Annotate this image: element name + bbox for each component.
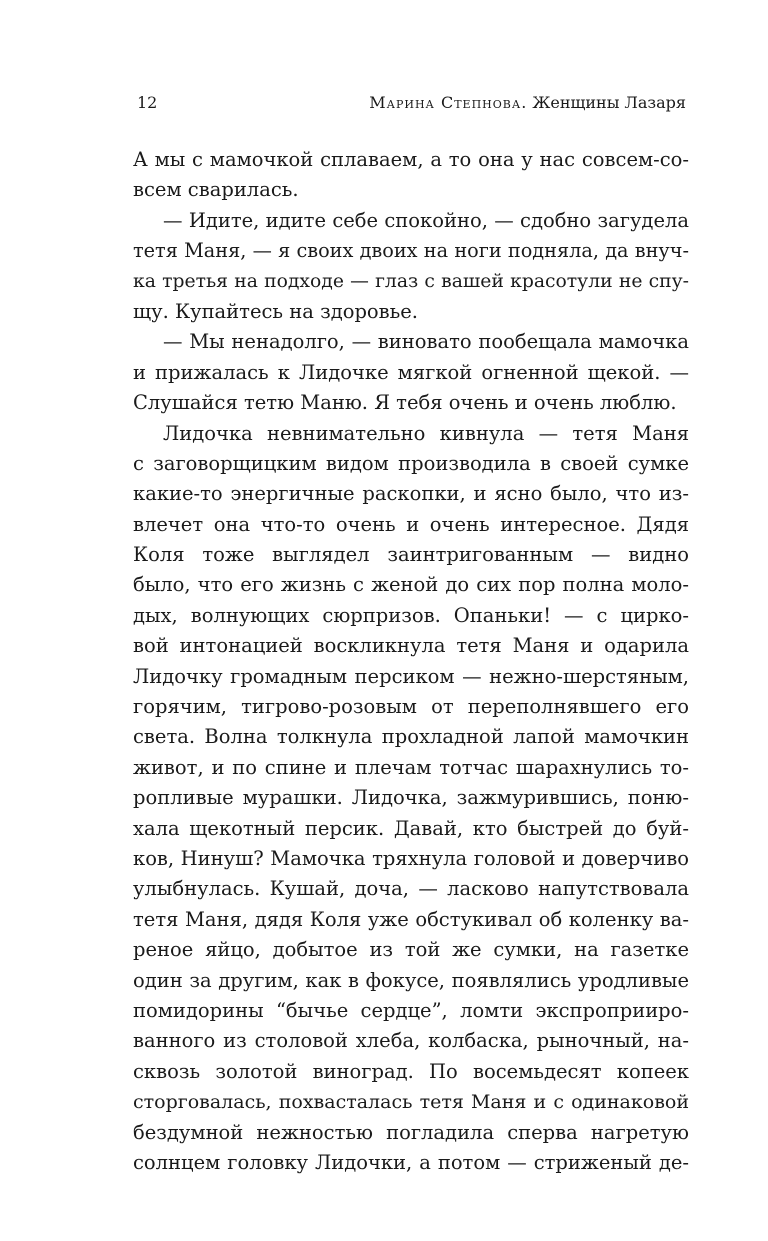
text-line: Коля тоже выглядел заинтригованным — видно: [133, 543, 689, 567]
text-line: ков, Нинуш? Мамочка тряхнула головой и доверчиво: [133, 846, 689, 870]
text-line: вой интонацией воскликнула тетя Маня и одарила: [133, 634, 689, 658]
text-line: с заговорщицким видом производила в своей сумке: [133, 451, 689, 475]
page-number: 12: [137, 93, 158, 112]
text-line: сквозь золотой виноград. По восемьдесят копеек: [133, 1059, 689, 1083]
text-line: живот, и по спине и плечам тотчас шарахнулись то-: [133, 755, 689, 779]
text-line: ка третья на подходе — глаз с вашей красотули не спу-: [133, 270, 689, 292]
text-line: было, что его жизнь с женой до сих пор полна моло-: [133, 573, 689, 597]
text-line: помидорины “бычье сердце”, ломти экспроприиро-: [133, 998, 689, 1022]
text-line: улыбнулась. Кушай, доча, — ласково напутствовала: [133, 877, 689, 901]
text-line: бездумной нежностью погладила сперва нагретую: [133, 1120, 689, 1144]
text-line: Слушайся тетю Маню. Я тебя очень и очень люблю.: [133, 391, 677, 415]
text-line: света. Волна толкнула прохладной лапой мамочкин: [133, 725, 689, 749]
text-line: один за другим, как в фокусе, появлялись уродливые: [133, 968, 689, 992]
text-line: тетя Маня, — я своих двоих на ноги подняла, да внуч-: [133, 239, 689, 263]
text-line: — Мы ненадолго, — виновато пообещала мамочка: [163, 330, 689, 354]
running-header: [137, 89, 686, 117]
text-line: ропливые мурашки. Лидочка, зажмурившись, поню-: [133, 786, 689, 810]
text-line: щу. Купайтесь на здоровье.: [133, 299, 419, 323]
text-line: реное яйцо, добытое из той же сумки, на газетке: [133, 938, 689, 962]
text-line: тетя Маня, дядя Коля уже обстукивал об коленку ва-: [133, 907, 689, 931]
text-line: горячим, тигрово-розовым от переполнявшего его: [133, 695, 689, 719]
book-title: Женщины Лазаря: [532, 93, 686, 112]
text-line: Лидочку громадным персиком — нежно-шерстяным,: [133, 664, 689, 688]
text-line: дых, волнующих сюрпризов. Опаньки! — с цирко-: [133, 603, 689, 627]
text-line: ванного из столовой хлеба, колбаска, рыночный, на-: [133, 1029, 689, 1053]
text-line: сторговалась, похвасталась тетя Маня и с одинаковой: [133, 1091, 689, 1114]
header-title: [369, 89, 686, 117]
text-line: какие-то энергичные раскопки, и ясно было, что из-: [133, 482, 689, 506]
text-line: — Идите, идите себе спокойно, — сдобно загудела: [163, 208, 689, 232]
text-line: А мы с мамочкой сплаваем, а то она у нас совсем-со-: [133, 148, 689, 171]
author-name: Марина Степнова.: [369, 93, 528, 112]
text-line: Лидочка невнимательно кивнула — тетя Маня: [163, 421, 689, 445]
text-line: солнцем головку Лидочки, а потом — стриженый де-: [133, 1150, 689, 1174]
text-line: и прижалась к Лидочке мягкой огненной щекой. —: [133, 360, 689, 384]
text-line: всем сварилась.: [133, 178, 299, 202]
body-text: [133, 145, 689, 1178]
text-line: хала щекотный персик. Давай, кто быстрей до буй-: [133, 816, 689, 840]
text-line: влечет она что-то очень и очень интересное. Дядя: [133, 512, 689, 536]
